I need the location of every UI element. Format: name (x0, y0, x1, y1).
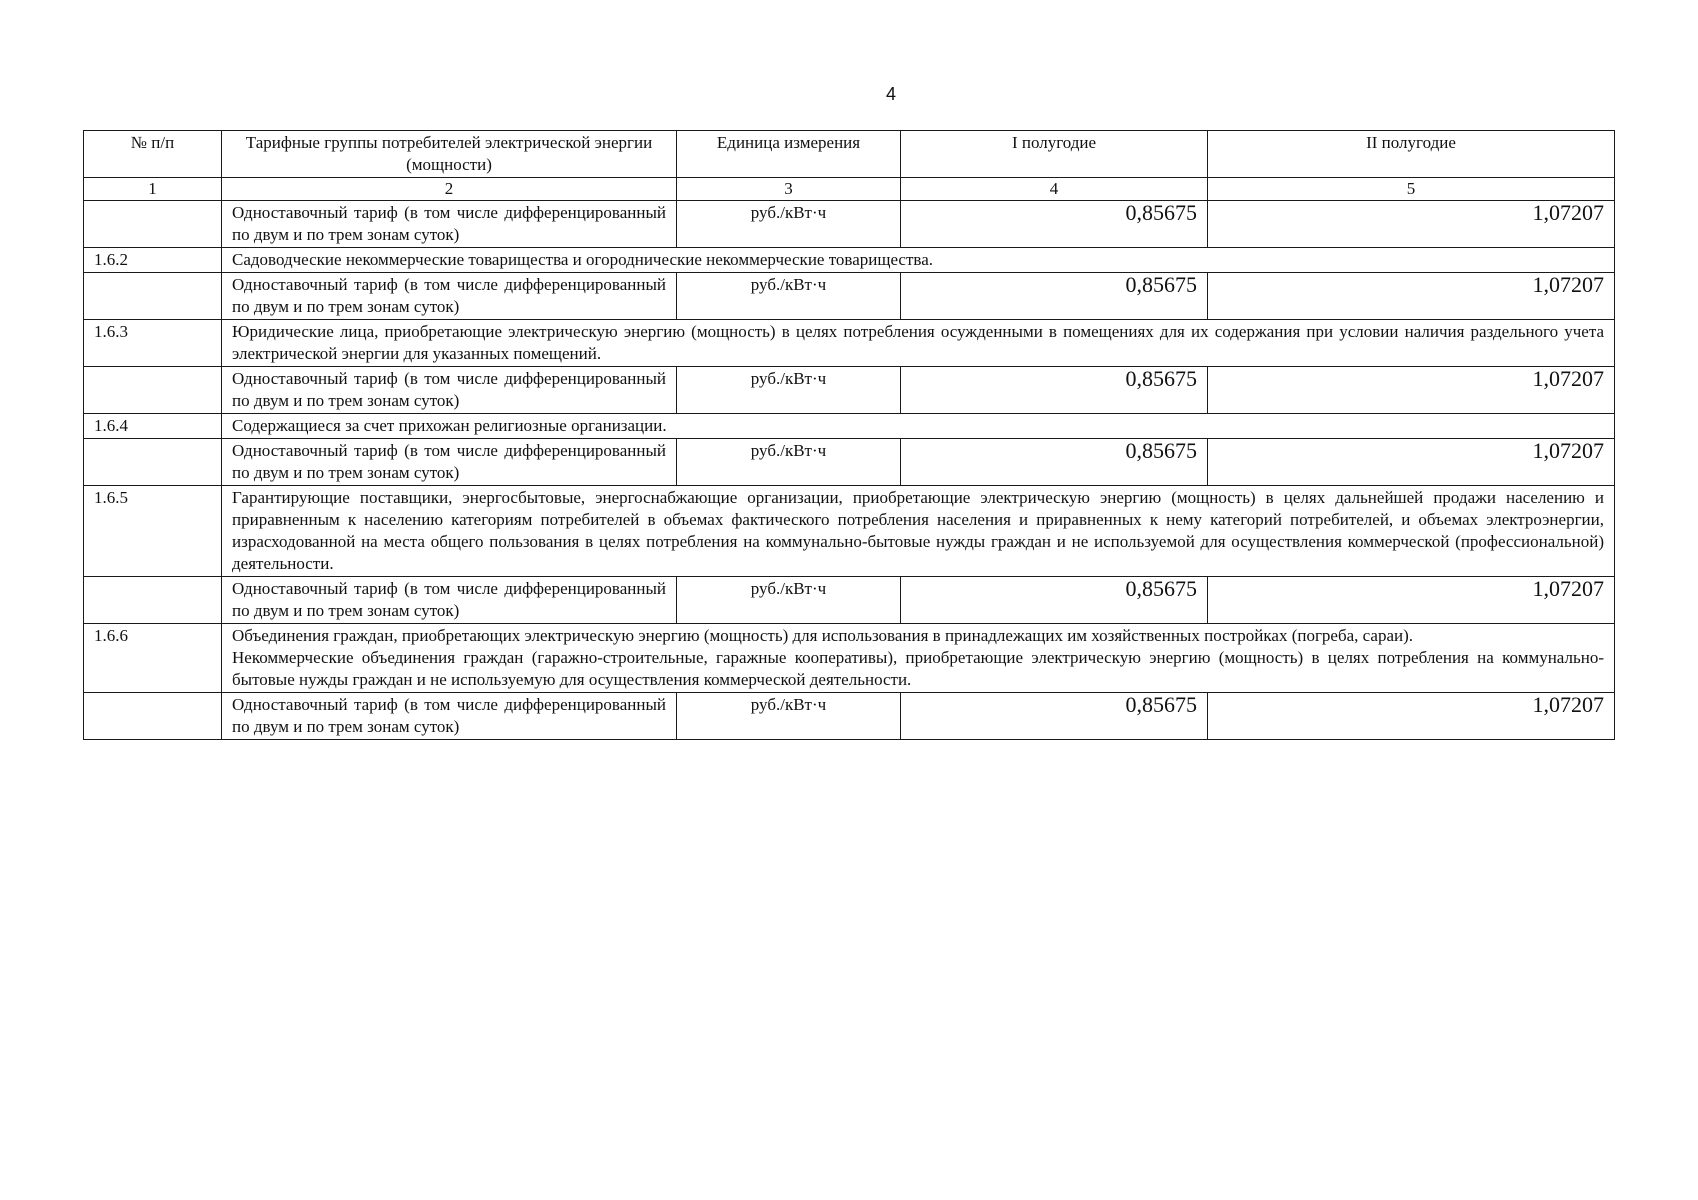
tariff-name: Одноставочный тариф (в том числе дифференцированный по двум и по трем зонам суток) (222, 577, 677, 624)
header-number: № п/п (84, 131, 222, 178)
group-number: 1.6.5 (84, 486, 222, 577)
second-half-value: 1,07207 (1208, 577, 1615, 624)
group-description: Садоводческие некоммерческие товарищества и огороднические некоммерческие товарищества. (222, 248, 1615, 273)
tariff-name: Одноставочный тариф (в том числе дифференцированный по двум и по трем зонам суток) (222, 693, 677, 740)
header-second-half: II полугодие (1208, 131, 1615, 178)
second-half-value: 1,07207 (1208, 367, 1615, 414)
header-first-half: I полугодие (901, 131, 1208, 178)
table-row (84, 201, 1615, 248)
group-number: 1.6.6 (84, 624, 222, 693)
group-row (84, 248, 1615, 273)
table-row (84, 273, 1615, 320)
tariff-name: Одноставочный тариф (в том числе дифференцированный по двум и по трем зонам суток) (222, 439, 677, 486)
unit-cell: руб./кВт·ч (677, 577, 901, 624)
unit-cell: руб./кВт·ч (677, 273, 901, 320)
unit-cell: руб./кВт·ч (677, 693, 901, 740)
second-half-value: 1,07207 (1208, 693, 1615, 740)
group-number: 1.6.4 (84, 414, 222, 439)
group-description: Гарантирующие поставщики, энергосбытовые, энергоснабжающие организации, приобретающие электрическую энергию (мощность) в целях дальнейшей продажи населению и приравненным к населению категориям потребителей в объемах фактического потребления населения и приравненных к нему категорий потребителей, и объемах электроэнергии, израсходованной на места общего пользования в целях потребления на коммунально-бытовые нужды граждан и не используемой для осуществления коммерческой (профессиональной) деятельности. (222, 486, 1615, 577)
group-description: Содержащиеся за счет прихожан религиозные организации. (222, 414, 1615, 439)
table-row (84, 577, 1615, 624)
group-number: 1.6.2 (84, 248, 222, 273)
unit-cell: руб./кВт·ч (677, 367, 901, 414)
column-number: 2 (222, 178, 677, 201)
group-row (84, 414, 1615, 439)
table-header-row (84, 131, 1615, 178)
header-unit: Единица измерения (677, 131, 901, 178)
group-description-paragraph: Некоммерческие объединения граждан (гаражно-строительные, гаражные кооперативы), приобретающие электрическую энергию (мощность) в целях потребления на коммунально-бытовые нужды граждан и не используемую для осуществления коммерческой деятельности. (232, 648, 1604, 689)
table-row (84, 367, 1615, 414)
first-half-value: 0,85675 (901, 577, 1208, 624)
tariff-name: Одноставочный тариф (в том числе дифференцированный по двум и по трем зонам суток) (222, 273, 677, 320)
first-half-value: 0,85675 (901, 367, 1208, 414)
column-number-row (84, 178, 1615, 201)
row-number-cell (84, 577, 222, 624)
unit-cell: руб./кВт·ч (677, 201, 901, 248)
row-number-cell (84, 367, 222, 414)
unit-cell: руб./кВт·ч (677, 439, 901, 486)
header-tariff-group: Тарифные группы потребителей электрической энергии (мощности) (222, 131, 677, 178)
table-row (84, 439, 1615, 486)
column-number: 5 (1208, 178, 1615, 201)
table-row (84, 693, 1615, 740)
column-number: 1 (84, 178, 222, 201)
second-half-value: 1,07207 (1208, 201, 1615, 248)
tariff-table (83, 130, 1615, 740)
group-number: 1.6.3 (84, 320, 222, 367)
column-number: 3 (677, 178, 901, 201)
second-half-value: 1,07207 (1208, 439, 1615, 486)
tariff-name: Одноставочный тариф (в том числе дифференцированный по двум и по трем зонам суток) (222, 367, 677, 414)
column-number: 4 (901, 178, 1208, 201)
row-number-cell (84, 693, 222, 740)
group-description-paragraph: Объединения граждан, приобретающих электрическую энергию (мощность) для использования в принадлежащих им хозяйственных постройках (погреба, сараи). (232, 626, 1414, 645)
page-number: 4 (885, 84, 896, 104)
first-half-value: 0,85675 (901, 439, 1208, 486)
first-half-value: 0,85675 (901, 693, 1208, 740)
row-number-cell (84, 439, 222, 486)
first-half-value: 0,85675 (901, 273, 1208, 320)
group-row (84, 624, 1615, 693)
first-half-value: 0,85675 (901, 201, 1208, 248)
second-half-value: 1,07207 (1208, 273, 1615, 320)
row-number-cell (84, 273, 222, 320)
group-description (222, 624, 1615, 693)
group-row (84, 486, 1615, 577)
group-description: Юридические лица, приобретающие электрическую энергию (мощность) в целях потребления осужденными в помещениях для их содержания при условии наличия раздельного учета электрической энергии для указанных помещений. (222, 320, 1615, 367)
group-row (84, 320, 1615, 367)
row-number-cell (84, 201, 222, 248)
tariff-name: Одноставочный тариф (в том числе дифференцированный по двум и по трем зонам суток) (222, 201, 677, 248)
